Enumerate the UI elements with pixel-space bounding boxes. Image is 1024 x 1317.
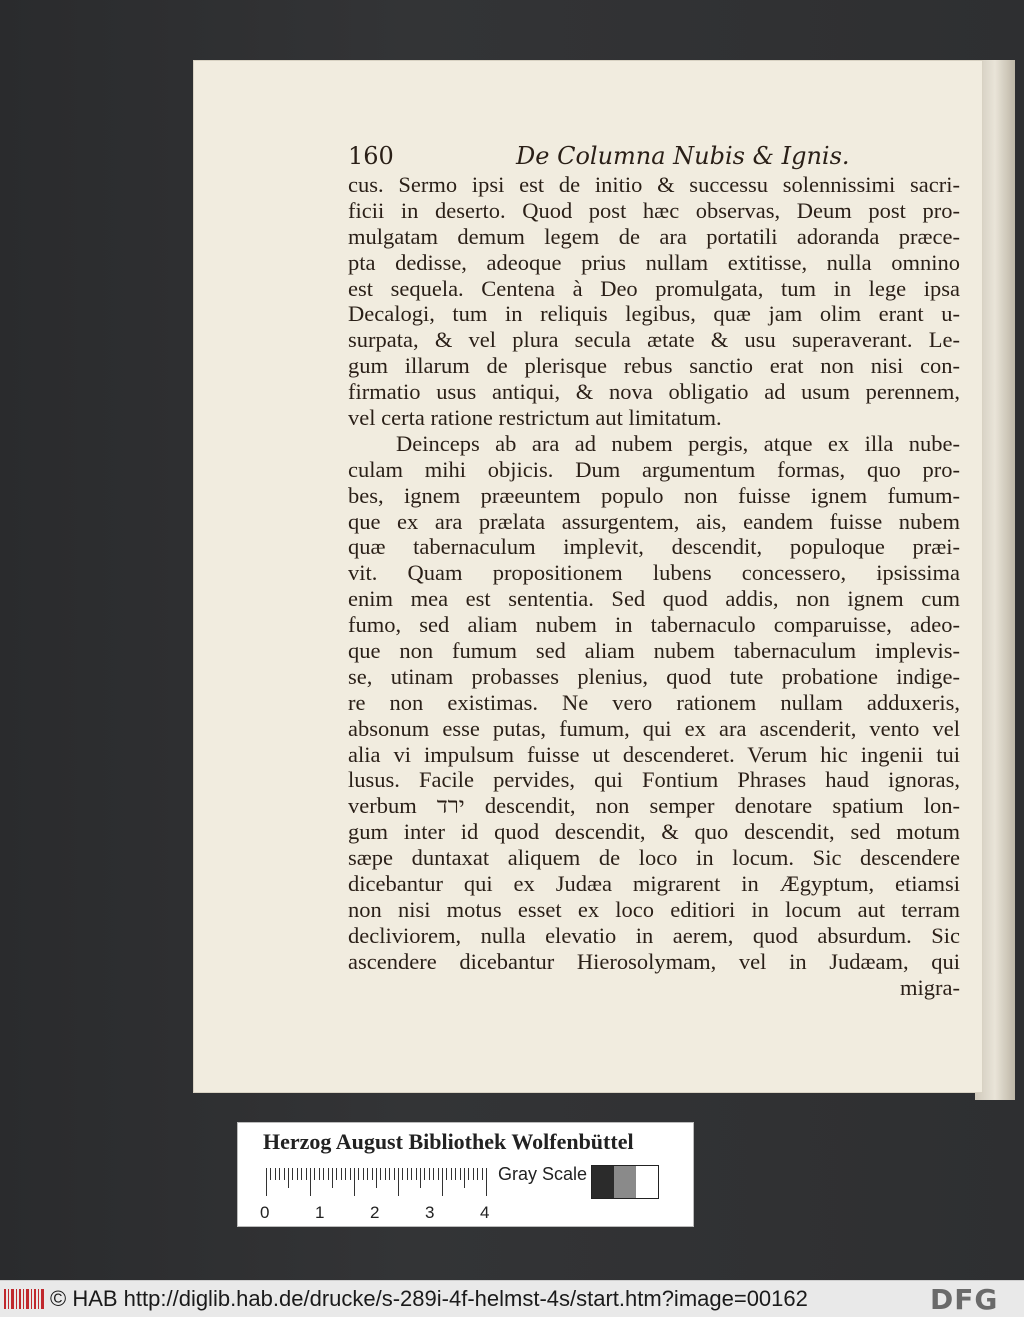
ruler-tick	[446, 1168, 447, 1180]
ruler-tick	[398, 1168, 399, 1196]
ruler-tick	[310, 1168, 311, 1196]
ruler-label: 2	[370, 1203, 380, 1222]
text-line: dicebantur qui ex Judæa migrarent in Ægyptum, etiamsi	[348, 871, 960, 897]
ruler-tick	[345, 1168, 346, 1180]
text-line: ascendere dicebantur Hierosolymam, vel in Judæam, qui	[348, 948, 960, 974]
footer-copyright-url[interactable]: © HAB http://diglib.hab.de/drucke/s-289i-4f-helmst-4s/start.htm?image=00162	[50, 1286, 808, 1311]
ruler-tick	[301, 1168, 302, 1180]
ruler-tick	[314, 1168, 315, 1180]
text-line: culam mihi objicis. Dum argumentum formas, quo pro-	[348, 456, 960, 482]
ruler-tick	[460, 1168, 461, 1180]
ruler-tick	[486, 1168, 487, 1196]
ruler-tick	[389, 1168, 390, 1180]
text-line: lusus. Facile pervides, qui Fontium Phrases haud ignoras,	[348, 767, 960, 793]
ruler-tick	[297, 1168, 298, 1180]
ruler-tick	[306, 1168, 307, 1180]
ruler-tick	[407, 1168, 408, 1180]
ruler-tick	[464, 1168, 465, 1188]
ruler-tick	[358, 1168, 359, 1180]
ruler-tick	[350, 1168, 351, 1180]
ruler-tick	[385, 1168, 386, 1180]
ruler-tick	[477, 1168, 478, 1180]
ruler-tick	[266, 1168, 267, 1196]
text-line: quæ tabernaculum implevit, descendit, populoque præi-	[348, 534, 960, 560]
color-target	[237, 1122, 694, 1227]
barcode-icon	[4, 1287, 46, 1311]
text-line: que non fumum sed aliam nubem tabernaculum implevis-	[348, 638, 960, 664]
gray-scale-label: Gray Scale	[498, 1164, 588, 1184]
text-line: gum illarum de plerisque rebus sanctio erat non nisi con-	[348, 353, 960, 379]
text-line: Decalogi, tum in reliquis legibus, quæ jam olim erant u-	[348, 301, 960, 327]
ruler-label: 1	[315, 1203, 325, 1222]
gray-swatches	[591, 1165, 659, 1199]
gray-swatch	[636, 1166, 658, 1198]
text-line: mulgatam demum legem de ara portatili adoranda præce-	[348, 223, 960, 249]
ruler-tick	[420, 1168, 421, 1188]
dfg-logo: DFG	[930, 1283, 999, 1316]
ruler-tick	[376, 1168, 377, 1188]
footer-bar	[0, 1280, 1024, 1317]
ruler-tick	[332, 1168, 333, 1188]
target-title: Herzog August Bibliothek Wolfenbüttel	[263, 1129, 634, 1154]
ruler-tick	[367, 1168, 368, 1180]
ruler-tick	[328, 1168, 329, 1180]
ruler-tick	[438, 1168, 439, 1180]
ruler-tick	[433, 1168, 434, 1180]
text-line: est sequela. Centena à Deo promulgata, tum in lege ipsa	[348, 275, 960, 301]
ruler-tick	[394, 1168, 395, 1180]
ruler-tick	[372, 1168, 373, 1180]
book-page	[193, 60, 983, 1093]
text-line: pta dedisse, adeoque prius nullam extitisse, nulla omnino	[348, 249, 960, 275]
text-line: alia vi impulsum fuisse ut descenderet. Verum hic ingenii tui	[348, 741, 960, 767]
text-line: enim mea est sententia. Sed quod addis, non ignem cum	[348, 586, 960, 612]
text-line: gum inter id quod descendit, & quo descendit, sed motum	[348, 819, 960, 845]
ruler-tick	[279, 1168, 280, 1180]
ruler-tick	[319, 1168, 320, 1180]
text-line: ficii in deserto. Quod post hæc observas, Deum post pro-	[348, 197, 960, 223]
page-number: 160	[348, 142, 394, 170]
ruler-tick	[363, 1168, 364, 1180]
ruler-tick	[380, 1168, 381, 1180]
text-line: vel certa ratione restrictum aut limitatum.	[348, 405, 722, 431]
running-title: De Columna Nubis & Ignis.	[516, 142, 850, 170]
ruler-tick	[473, 1168, 474, 1180]
text-line: verbum ירד descendit, non semper denotare spatium lon-	[348, 793, 960, 819]
ruler-tick	[284, 1168, 285, 1180]
ruler-tick	[341, 1168, 342, 1180]
ruler-tick	[275, 1168, 276, 1180]
text-line: cus. Sermo ipsi est de initio & successu solennissimi sacri-	[348, 172, 960, 197]
ruler-tick	[323, 1168, 324, 1180]
gray-swatch	[614, 1166, 636, 1198]
text-line: Deinceps ab ara ad nubem pergis, atque ex illa nube-	[396, 430, 960, 456]
text-line: bes, ignem præeuntem populo non fuisse ignem fumum-	[348, 482, 960, 508]
ruler-tick	[451, 1168, 452, 1180]
ruler-label: 4	[480, 1203, 490, 1222]
ruler-tick	[288, 1168, 289, 1188]
ruler-tick	[402, 1168, 403, 1180]
text-line: non nisi motus esset ex loco editiori in locum aut terram	[348, 896, 960, 922]
text-line: absonum esse putas, fumum, qui ex ara ascenderit, vento vel	[348, 715, 960, 741]
gray-swatch	[592, 1166, 614, 1198]
text-line: firmatio usus antiqui, & nova obligatio ad usum perennem,	[348, 379, 960, 405]
text-line: migra-	[900, 974, 960, 1000]
text-line: vit. Quam propositionem lubens concessero, ipsissima	[348, 560, 960, 586]
ruler-tick	[468, 1168, 469, 1180]
ruler-tick	[482, 1168, 483, 1180]
text-line: decliviorem, nulla elevatio in aerem, quod absurdum. Sic	[348, 922, 960, 948]
ruler-tick	[424, 1168, 425, 1180]
ruler-tick	[270, 1168, 271, 1180]
text-line: surpata, & vel plura secula ætate & usu superaverant. Le-	[348, 327, 960, 353]
ruler-labels	[260, 1203, 490, 1223]
ruler-scale	[266, 1168, 486, 1198]
text-line: fumo, sed aliam nubem in tabernaculo comparuisse, adeo-	[348, 612, 960, 638]
ruler-tick	[354, 1168, 355, 1196]
ruler-label: 0	[260, 1203, 270, 1222]
text-line: que ex ara prælata assurgentem, ais, eandem fuisse nubem	[348, 508, 960, 534]
ruler-tick	[429, 1168, 430, 1180]
ruler-tick	[292, 1168, 293, 1180]
ruler-tick	[442, 1168, 443, 1196]
ruler-label: 3	[425, 1203, 435, 1222]
text-line: re non existimas. Ne vero rationem nullam adduxeris,	[348, 689, 960, 715]
ruler-tick	[416, 1168, 417, 1180]
ruler-tick	[411, 1168, 412, 1180]
text-line: se, utinam probasses plenius, quod tute probatione indige-	[348, 663, 960, 689]
text-line: sæpe duntaxat aliquem de loco in locum. Sic descendere	[348, 845, 960, 871]
ruler-tick	[336, 1168, 337, 1180]
ruler-tick	[455, 1168, 456, 1180]
body-text	[348, 172, 960, 1001]
